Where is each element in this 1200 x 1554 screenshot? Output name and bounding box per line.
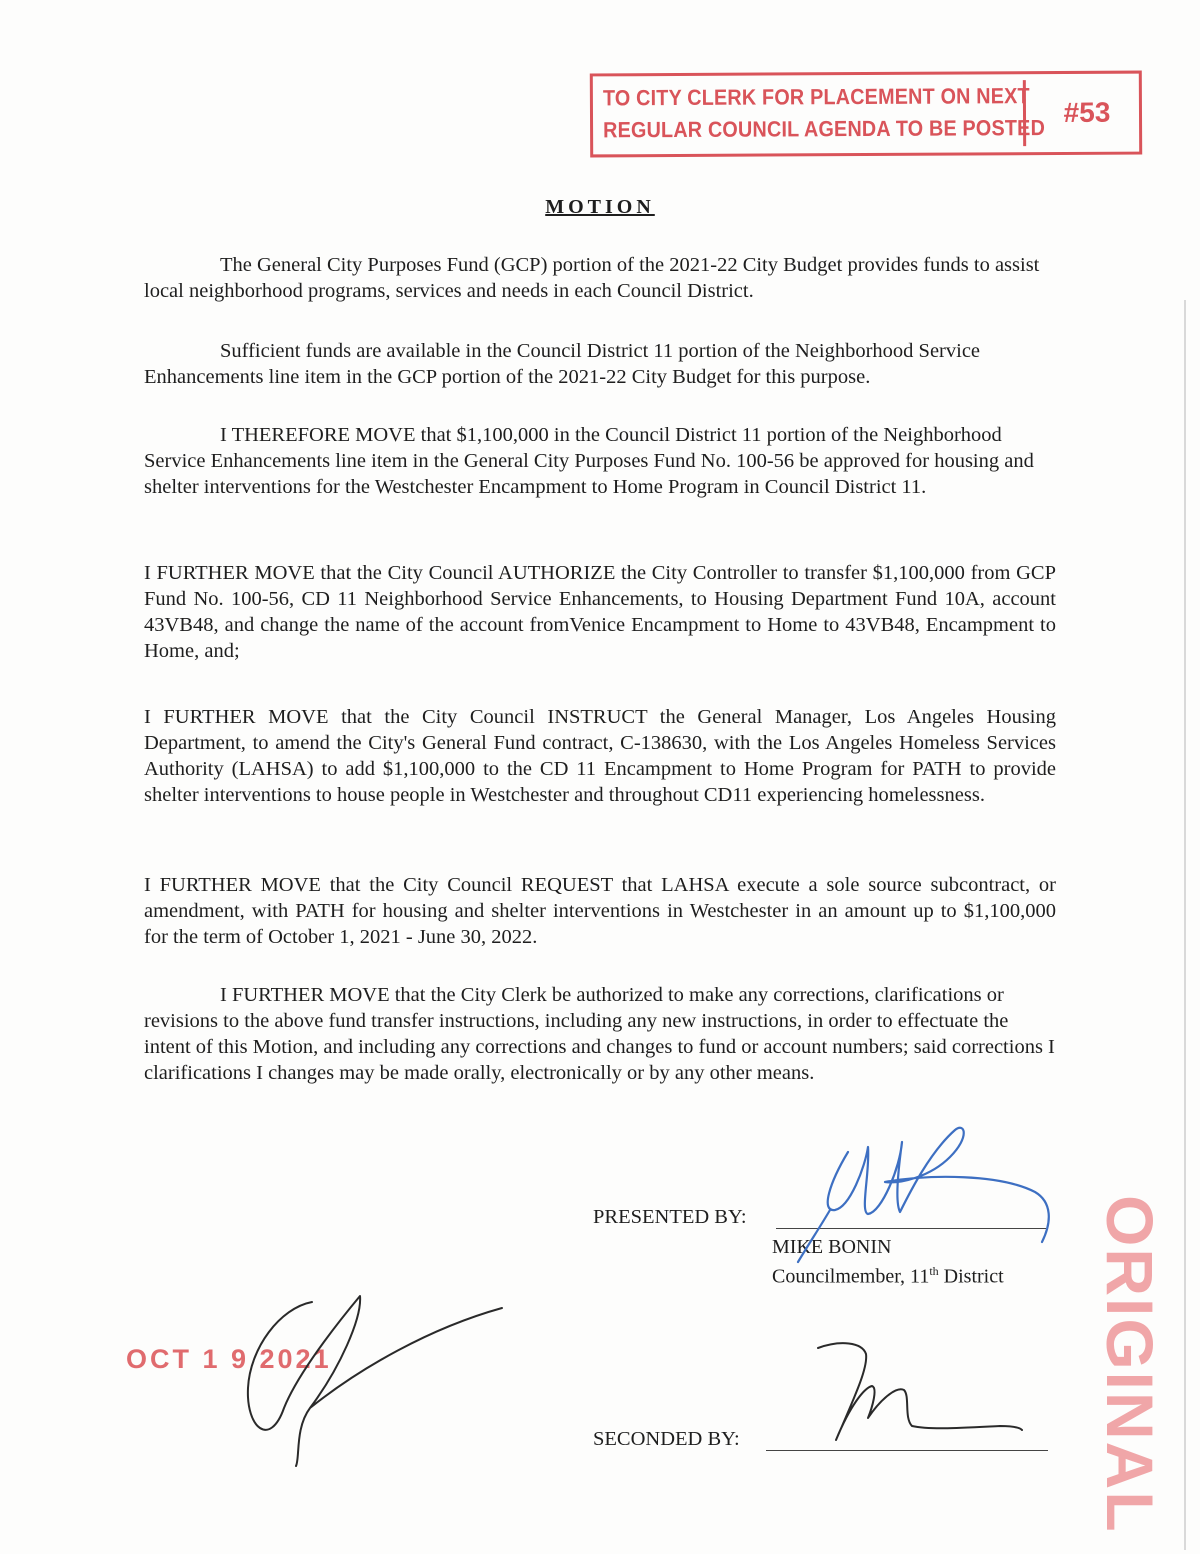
paragraph-therefore-move: I THEREFORE MOVE that $1,100,000 in the Council District 11 portion of the Neighborhood Service Enhancements line item in the General City Purposes Fund No. 100-56 be approved for housing and shelter interventions for the Westchester Encampment to Home Program in Council District 11. [144, 424, 1034, 498]
seconded-by-label: SECONDED BY: [593, 1428, 740, 1450]
presenter-title-prefix: Councilmember, 11 [772, 1265, 930, 1288]
paragraph-authorize-transfer: I FURTHER MOVE that the City Council AUTHORIZE the City Controller to transfer $1,100,000 from GCP Fund No. 100-56, CD 11 Neighborhood Service Enhancements, to Housing Department Fund 10A, account 43VB48, and change the name of the account fromVenice Encampment to Home to 43VB48, Encampment to Home, and; [144, 562, 1056, 662]
motion-title: MOTION [545, 196, 655, 218]
presenter-signature [790, 1112, 1060, 1262]
agenda-item-number: #53 [1063, 96, 1111, 128]
clerk-initials-mark [240, 1288, 510, 1468]
seconded-signature-line [766, 1450, 1048, 1451]
presented-by-label: PRESENTED BY: [593, 1206, 747, 1228]
paragraph-instruct-contract: I FURTHER MOVE that the City Council INSTRUCT the General Manager, Los Angeles Housing Department, to amend the City's General Fund contract, C-138630, with the Los Angeles Homeless Services Authority (LAHSA) to add $1,100,000 to the CD 11 Encampment to Home Program for PATH to provide shelter interventions to house people in Westchester and throughout CD11 experiencing homelessness. [144, 706, 1056, 806]
presenter-title-ordinal: th [929, 1264, 939, 1278]
presenter-name: MIKE BONIN [772, 1236, 892, 1258]
received-date-stamp: OCT 1 9 2021 [126, 1344, 332, 1374]
presenter-title-suffix: District [938, 1265, 1004, 1288]
clerk-placement-stamp [590, 71, 1142, 158]
seconder-signature [800, 1336, 1030, 1446]
paragraph-request-subcontract: I FURTHER MOVE that the City Council REQUEST that LAHSA execute a sole source subcontract, or amendment, with PATH for housing and shelter interventions in Westchester in an amount up to $1,100,000 for the term of October 1, 2021 - June 30, 2022. [144, 874, 1056, 948]
paragraph-clerk-corrections: I FURTHER MOVE that the City Clerk be authorized to make any corrections, clarifications or revisions to the above fund transfer instructions, including any new instructions, in order to effectuate the intent of this Motion, and including any corrections and changes to fund or account numbers; said corrections I clarifications I changes may be made orally, electronically or by any other means. [144, 984, 1055, 1084]
paragraph-funding-purpose: The General City Purposes Fund (GCP) portion of the 2021-22 City Budget provides funds to assist local neighborhood programs, services and needs in each Council District. [144, 254, 1040, 302]
clerk-stamp-line-2: REGULAR COUNCIL AGENDA TO BE POSTED [603, 115, 1046, 143]
presenter-title [772, 1264, 1004, 1289]
paragraph-sufficient-funds: Sufficient funds are available in the Council District 11 portion of the Neighborhood Service Enhancements line item in the GCP portion of the 2021-22 City Budget for this purpose. [144, 340, 981, 388]
original-stamp: ORIGINAL [1093, 1195, 1167, 1534]
clerk-stamp-line-1: TO CITY CLERK FOR PLACEMENT ON NEXT [602, 83, 1030, 111]
page-edge-line [1184, 300, 1186, 1550]
clerk-stamp-text [602, 80, 1046, 148]
